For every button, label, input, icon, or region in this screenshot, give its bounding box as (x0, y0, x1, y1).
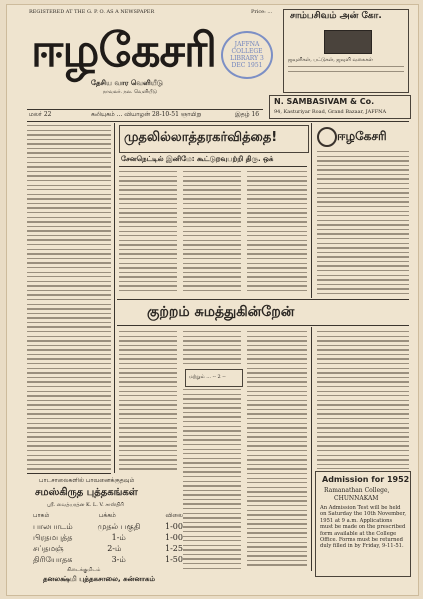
small-box-text: மற்றும் ... -- 2 -- (189, 374, 226, 380)
col-header-price: விலை (165, 512, 183, 519)
left-column-text (27, 125, 111, 470)
masthead-title: ஈழகேசரி (31, 23, 217, 77)
row-title: திரியோதக (33, 555, 73, 564)
book-ad-footer2: தனலக்ஷ்மி புத்தகசாலை, சுன்னாகம் (43, 575, 155, 583)
book-ad-title: சமஸ்கிருத புத்தகங்கள் (35, 487, 138, 498)
price-label: Price: ... (251, 9, 273, 15)
col-header-part: பாகம் (33, 512, 50, 519)
book-table-header (33, 512, 183, 520)
row-part: 2-ம் (107, 544, 122, 553)
book-ad-author: ஸ்ரீ. வைத்யரத்ன K. L. V. சாஸ்திரி (47, 502, 124, 508)
story-column-3 (247, 171, 307, 293)
masthead-subtagline: நாவலர். நல. வெளியீடு (103, 89, 158, 95)
company-address-box (269, 95, 411, 119)
table-row (33, 544, 183, 554)
table-row (33, 522, 183, 532)
emblem-icon (317, 127, 337, 147)
admission-title: Admission for 1952 (322, 475, 410, 484)
table-row (33, 533, 183, 543)
small-boxed-note (185, 369, 243, 387)
ad-title: சாம்பசிவம் அன் கோ. (290, 11, 382, 21)
row-part: முதல் பகுதி (97, 522, 141, 531)
second-headline: குற்றம் சுமத்துகின்றேன் (147, 304, 295, 320)
main-headline: முதலில்லாத்தரகர்வித்தை! (124, 130, 278, 145)
main-headline-box (119, 125, 309, 153)
story-column-1 (119, 171, 177, 293)
admission-advertisement (315, 471, 411, 577)
newspaper-page (6, 4, 419, 596)
lower-column-2-top (183, 331, 241, 365)
admission-body: An Admission Test will be held on Saturday the 10th November, 1951 at 9 a.m. Applications must be made on the prescribed form available at the College Office. Forms must be returned duly filled in by Friday, 9-11-51. (320, 505, 407, 550)
lower-right-column (317, 331, 409, 469)
ad-company: N. SAMBASIVAM & Co. (274, 97, 375, 106)
row-price: 1-25 (165, 544, 183, 553)
row-title: பிரதமபுத்த (33, 533, 73, 542)
row-part: 1-ம் (111, 533, 126, 542)
ad-address: 94, Kasturiyar Road, Grand Bazaar, JAFFNA (274, 109, 387, 115)
admission-place: CHUNNAKAM (334, 495, 379, 502)
lower-column-2 (183, 389, 241, 569)
shop-advertisement (283, 9, 409, 93)
row-part: 3-ம் (111, 555, 126, 564)
col-header-page: பக்கம் (98, 512, 116, 519)
right-column-text (317, 151, 409, 295)
volume-label: மலர் 22 (29, 111, 52, 118)
table-row (33, 555, 183, 565)
issue-date: கலியுகம் ... வியாழன் 28-10-51 ஞாயிறு (91, 111, 202, 118)
library-stamp: JAFFNA COLLEGE LIBRARY 3 DEC 1951 (221, 31, 273, 79)
story-column-2 (183, 171, 241, 293)
fabric-image-icon (324, 30, 372, 54)
book-ad-footer1: கிடைக்குமிடம் (67, 567, 101, 573)
masthead-tagline: தேசிய வார வெளியீடு (91, 78, 163, 87)
row-price: 1-50 (165, 555, 183, 564)
sub-headline: சேனநெட்டில் இனிமே: கூட்டுறவுபற்றி திரு. ஒக் (121, 155, 274, 163)
book-ad-intro: பாடசாலைகளில் பாவனைக்குதவும் (39, 477, 135, 484)
row-price: 1-00 (165, 522, 183, 531)
row-title: சப்தமஞ் (33, 544, 64, 553)
ad-body: ஜவுளிகள், பட்டுகள், ஜவுளி வகைகள் (288, 57, 373, 63)
admission-college: Ramanathan College, (324, 487, 390, 494)
row-title: பாலபாடம் (33, 522, 73, 531)
ad-body-lines (288, 66, 404, 74)
issue-number: இதழ் 16 (235, 111, 260, 118)
registration-banner: REGISTERED AT THE G. P. O. AS A NEWSPAPER (29, 9, 155, 15)
row-price: 1-00 (165, 533, 183, 542)
lower-column-1 (119, 331, 177, 471)
lower-column-3 (247, 331, 307, 569)
inset-heading: ஈழகேசரி (337, 129, 387, 143)
